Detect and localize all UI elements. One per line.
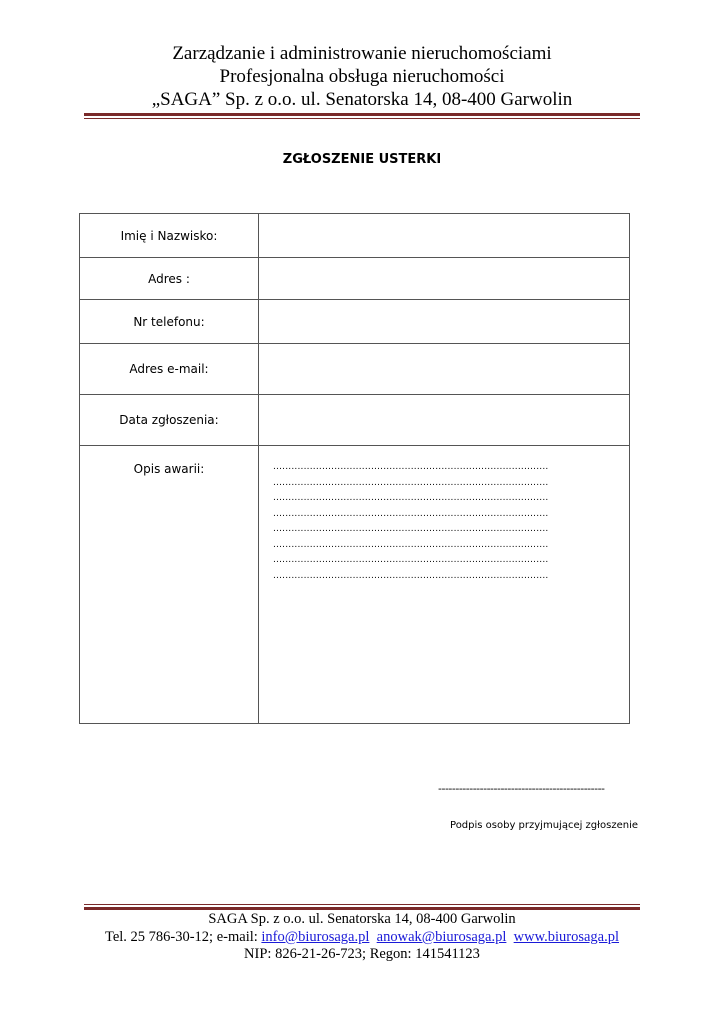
dotted-line: .......................................................................................... bbox=[273, 539, 549, 550]
dotted-line: .......................................................................................... bbox=[273, 477, 549, 488]
footer-phone: Tel. 25 786-30-12; e-mail: bbox=[104, 928, 258, 945]
phone-label: Nr telefonu: bbox=[80, 300, 259, 344]
address-label: Adres : bbox=[80, 258, 259, 300]
email-link-info[interactable]: info@biurosaga.pl bbox=[261, 928, 370, 945]
address-field[interactable] bbox=[259, 258, 630, 300]
footer-registration: NIP: 826-21-26-723; Regon: 141541123 bbox=[244, 946, 480, 962]
document-footer bbox=[0, 911, 724, 964]
date-field[interactable] bbox=[259, 395, 630, 446]
dotted-line: .......................................................................................... bbox=[273, 570, 549, 581]
footer-contact bbox=[0, 929, 724, 947]
name-label: Imię i Nazwisko: bbox=[80, 214, 259, 258]
header-line-1: Zarządzanie i administrowanie nieruchomościami bbox=[172, 43, 552, 64]
date-label: Data zgłoszenia: bbox=[80, 395, 259, 446]
email-link-anowak[interactable]: anowak@biurosaga.pl bbox=[376, 928, 507, 945]
website-link[interactable]: www.biurosaga.pl bbox=[513, 928, 620, 945]
signature-caption: Podpis osoby przyjmującej zgłoszenie bbox=[450, 820, 638, 831]
report-form-table bbox=[79, 213, 630, 724]
footer-divider-thin bbox=[84, 904, 640, 905]
signature-line: ------------------------------------------------ bbox=[438, 782, 605, 795]
header-divider-thin bbox=[84, 118, 640, 119]
email-field[interactable] bbox=[259, 344, 630, 395]
dotted-line: .......................................................................................... bbox=[273, 493, 549, 503]
description-field[interactable] bbox=[259, 446, 630, 724]
description-dotted-lines bbox=[259, 446, 629, 584]
document-header bbox=[0, 42, 724, 111]
header-line-2: Profesjonalna obsługa nieruchomości bbox=[219, 66, 505, 87]
header-line-3: „SAGA” Sp. z o.o. ul. Senatorska 14, 08-400 Garwolin bbox=[151, 89, 573, 110]
footer-divider bbox=[84, 907, 640, 910]
name-field[interactable] bbox=[259, 214, 630, 258]
form-title: ZGŁOSZENIE USTERKI bbox=[282, 152, 442, 167]
footer-address: SAGA Sp. z o.o. ul. Senatorska 14, 08-400 Garwolin bbox=[208, 911, 516, 927]
dotted-line: .......................................................................................... bbox=[273, 508, 549, 519]
header-divider bbox=[84, 113, 640, 116]
dotted-line: .......................................................................................... bbox=[273, 555, 549, 565]
description-label: Opis awarii: bbox=[80, 446, 259, 724]
email-label: Adres e-mail: bbox=[80, 344, 259, 395]
phone-field[interactable] bbox=[259, 300, 630, 344]
dotted-line: .......................................................................................... bbox=[273, 462, 549, 472]
dotted-line: .......................................................................................... bbox=[273, 524, 549, 534]
